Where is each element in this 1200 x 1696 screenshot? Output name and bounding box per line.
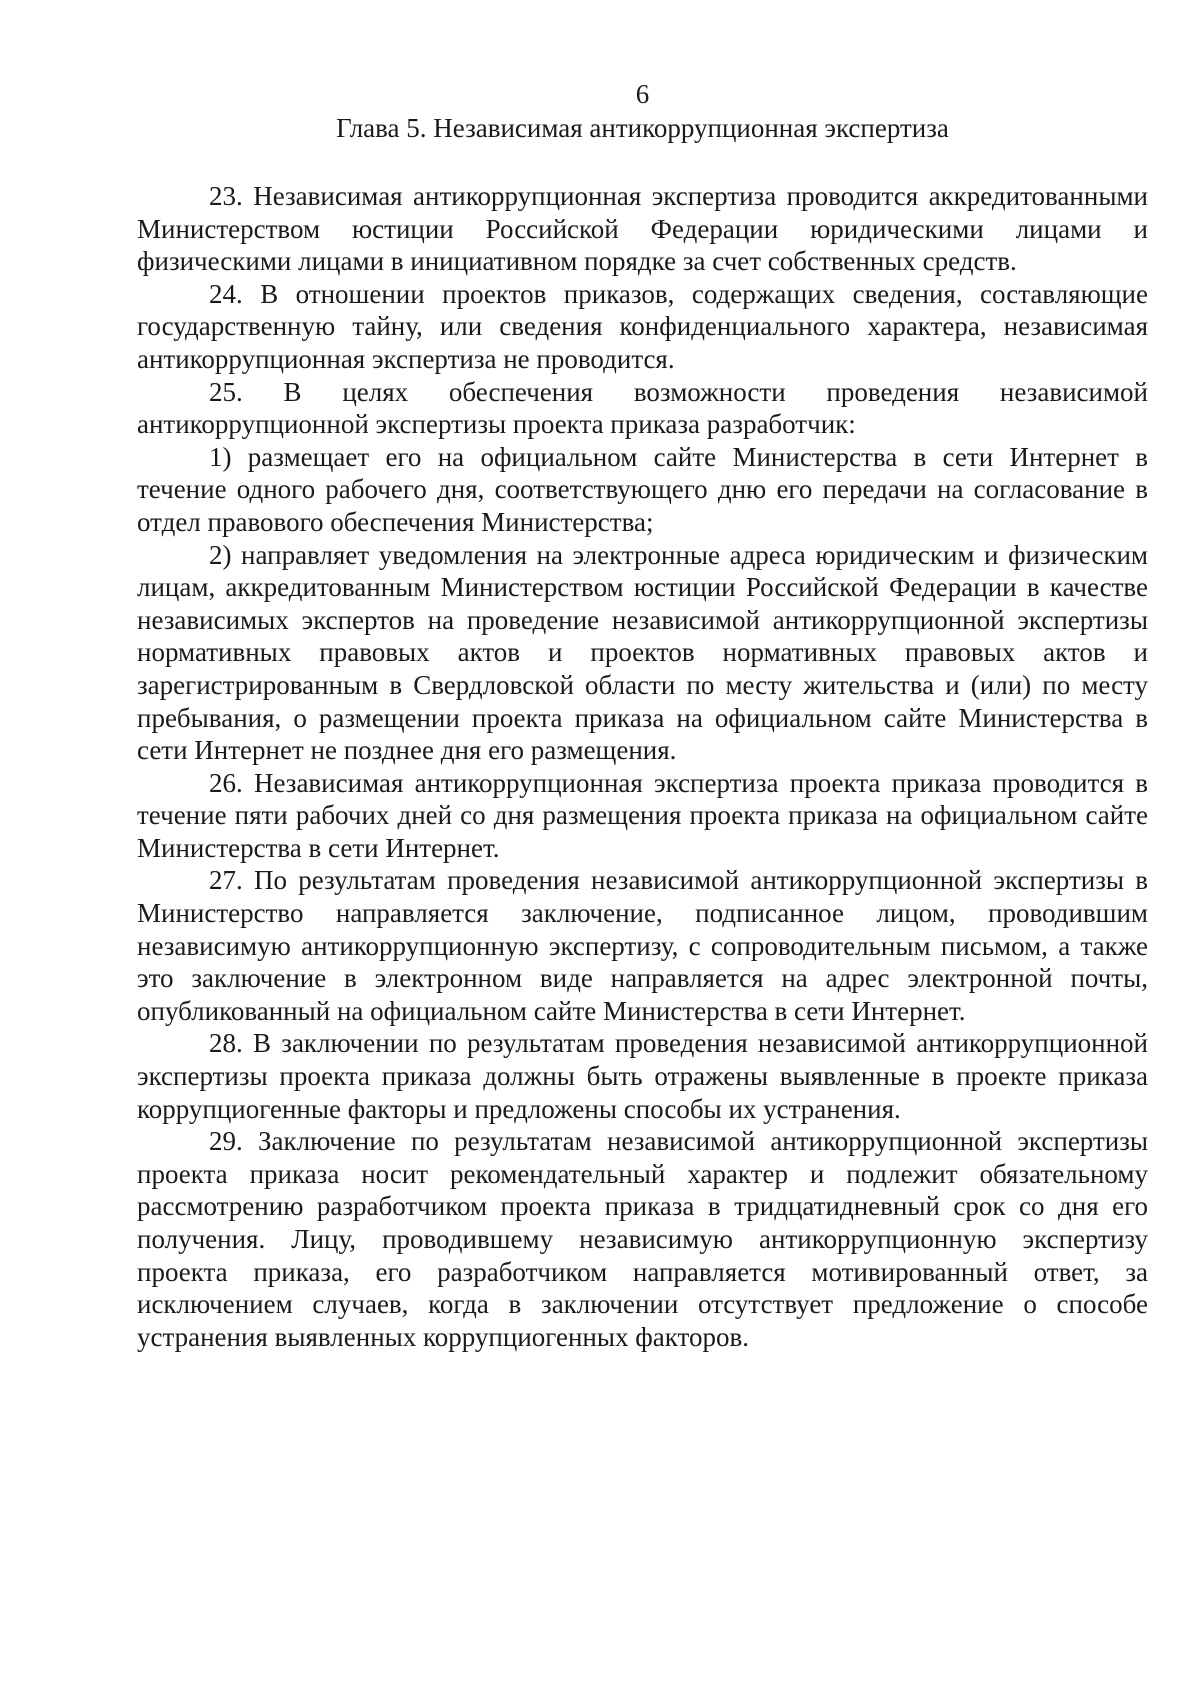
page-number: 6 [635,79,650,109]
paragraph-29: 29. Заключение по результатам независимой антикоррупционной экспертизы проекта приказа носит рекомендательный характер и подлежит обязательному рассмотрению разработчиком проекта приказа в тридцатидневный срок со дня его получения. Лицу, проводившему независимую антикоррупционную экспертизу проекта приказа, его разработчиком направляется мотивированный ответ, за исключением случаев, когда в заключении отсутствует предложение о способе устранения выявленных коррупциогенных факторов. [137,1126,1148,1352]
paragraph-25-item-1: 1) размещает его на официальном сайте Министерства в сети Интернет в течение одного рабочего дня, соответствующего дню его передачи на согласование в отдел правового обеспечения Министерства; [137,441,1148,537]
chapter-title: Глава 5. Независимая антикоррупционная экспертиза [336,113,949,143]
paragraph-25-item-2: 2) направляет уведомления на электронные адреса юридическим и физическим лицам, аккредитованным Министерством юстиции Российской Федерации в качестве независимых экспертов на проведение независимой антикоррупционной экспертизы нормативных правовых актов и проектов нормативных правовых актов и зарегистрированным в Свердловской области по месту жительства и (или) по месту пребывания, о размещении проекта приказа на официальном сайте Министерства в сети Интернет не позднее дня его размещения. [137,539,1148,766]
paragraph-27: 27. По результатам проведения независимой антикоррупционной экспертизы в Министерство направляется заключение, подписанное лицом, проводившим независимую антикоррупционную экспертизу, с сопроводительным письмом, а также это заключение в электронном виде направляется на адрес электронной почты, опубликованный на официальном сайте Министерства в сети Интернет. [137,865,1148,1026]
paragraph-23: 23. Независимая антикоррупционная экспертиза проводится аккредитованными Министерством юстиции Российской Федерации юридическими лицами и физическими лицами в инициативном порядке за счет собственных средств. [137,181,1148,277]
paragraph-25: 25. В целях обеспечения возможности проведения независимой антикоррупционной экспертизы проекта приказа разработчик: [137,376,1148,440]
paragraph-24: 24. В отношении проектов приказов, содержащих сведения, составляющие государственную тайну, или сведения конфиденциального характера, независимая антикоррупционная экспертиза не проводится. [137,278,1148,374]
paragraph-28: 28. В заключении по результатам проведения независимой антикоррупционной экспертизы проекта приказа должны быть отражены выявленные в проекте приказа коррупциогенные факторы и предложены способы их устранения. [137,1028,1148,1124]
document-page [137,78,1148,1353]
paragraph-26: 26. Независимая антикоррупционная экспертиза проекта приказа проводится в течение пяти рабочих дней со дня размещения проекта приказа на официальном сайте Министерства в сети Интернет. [137,767,1148,863]
